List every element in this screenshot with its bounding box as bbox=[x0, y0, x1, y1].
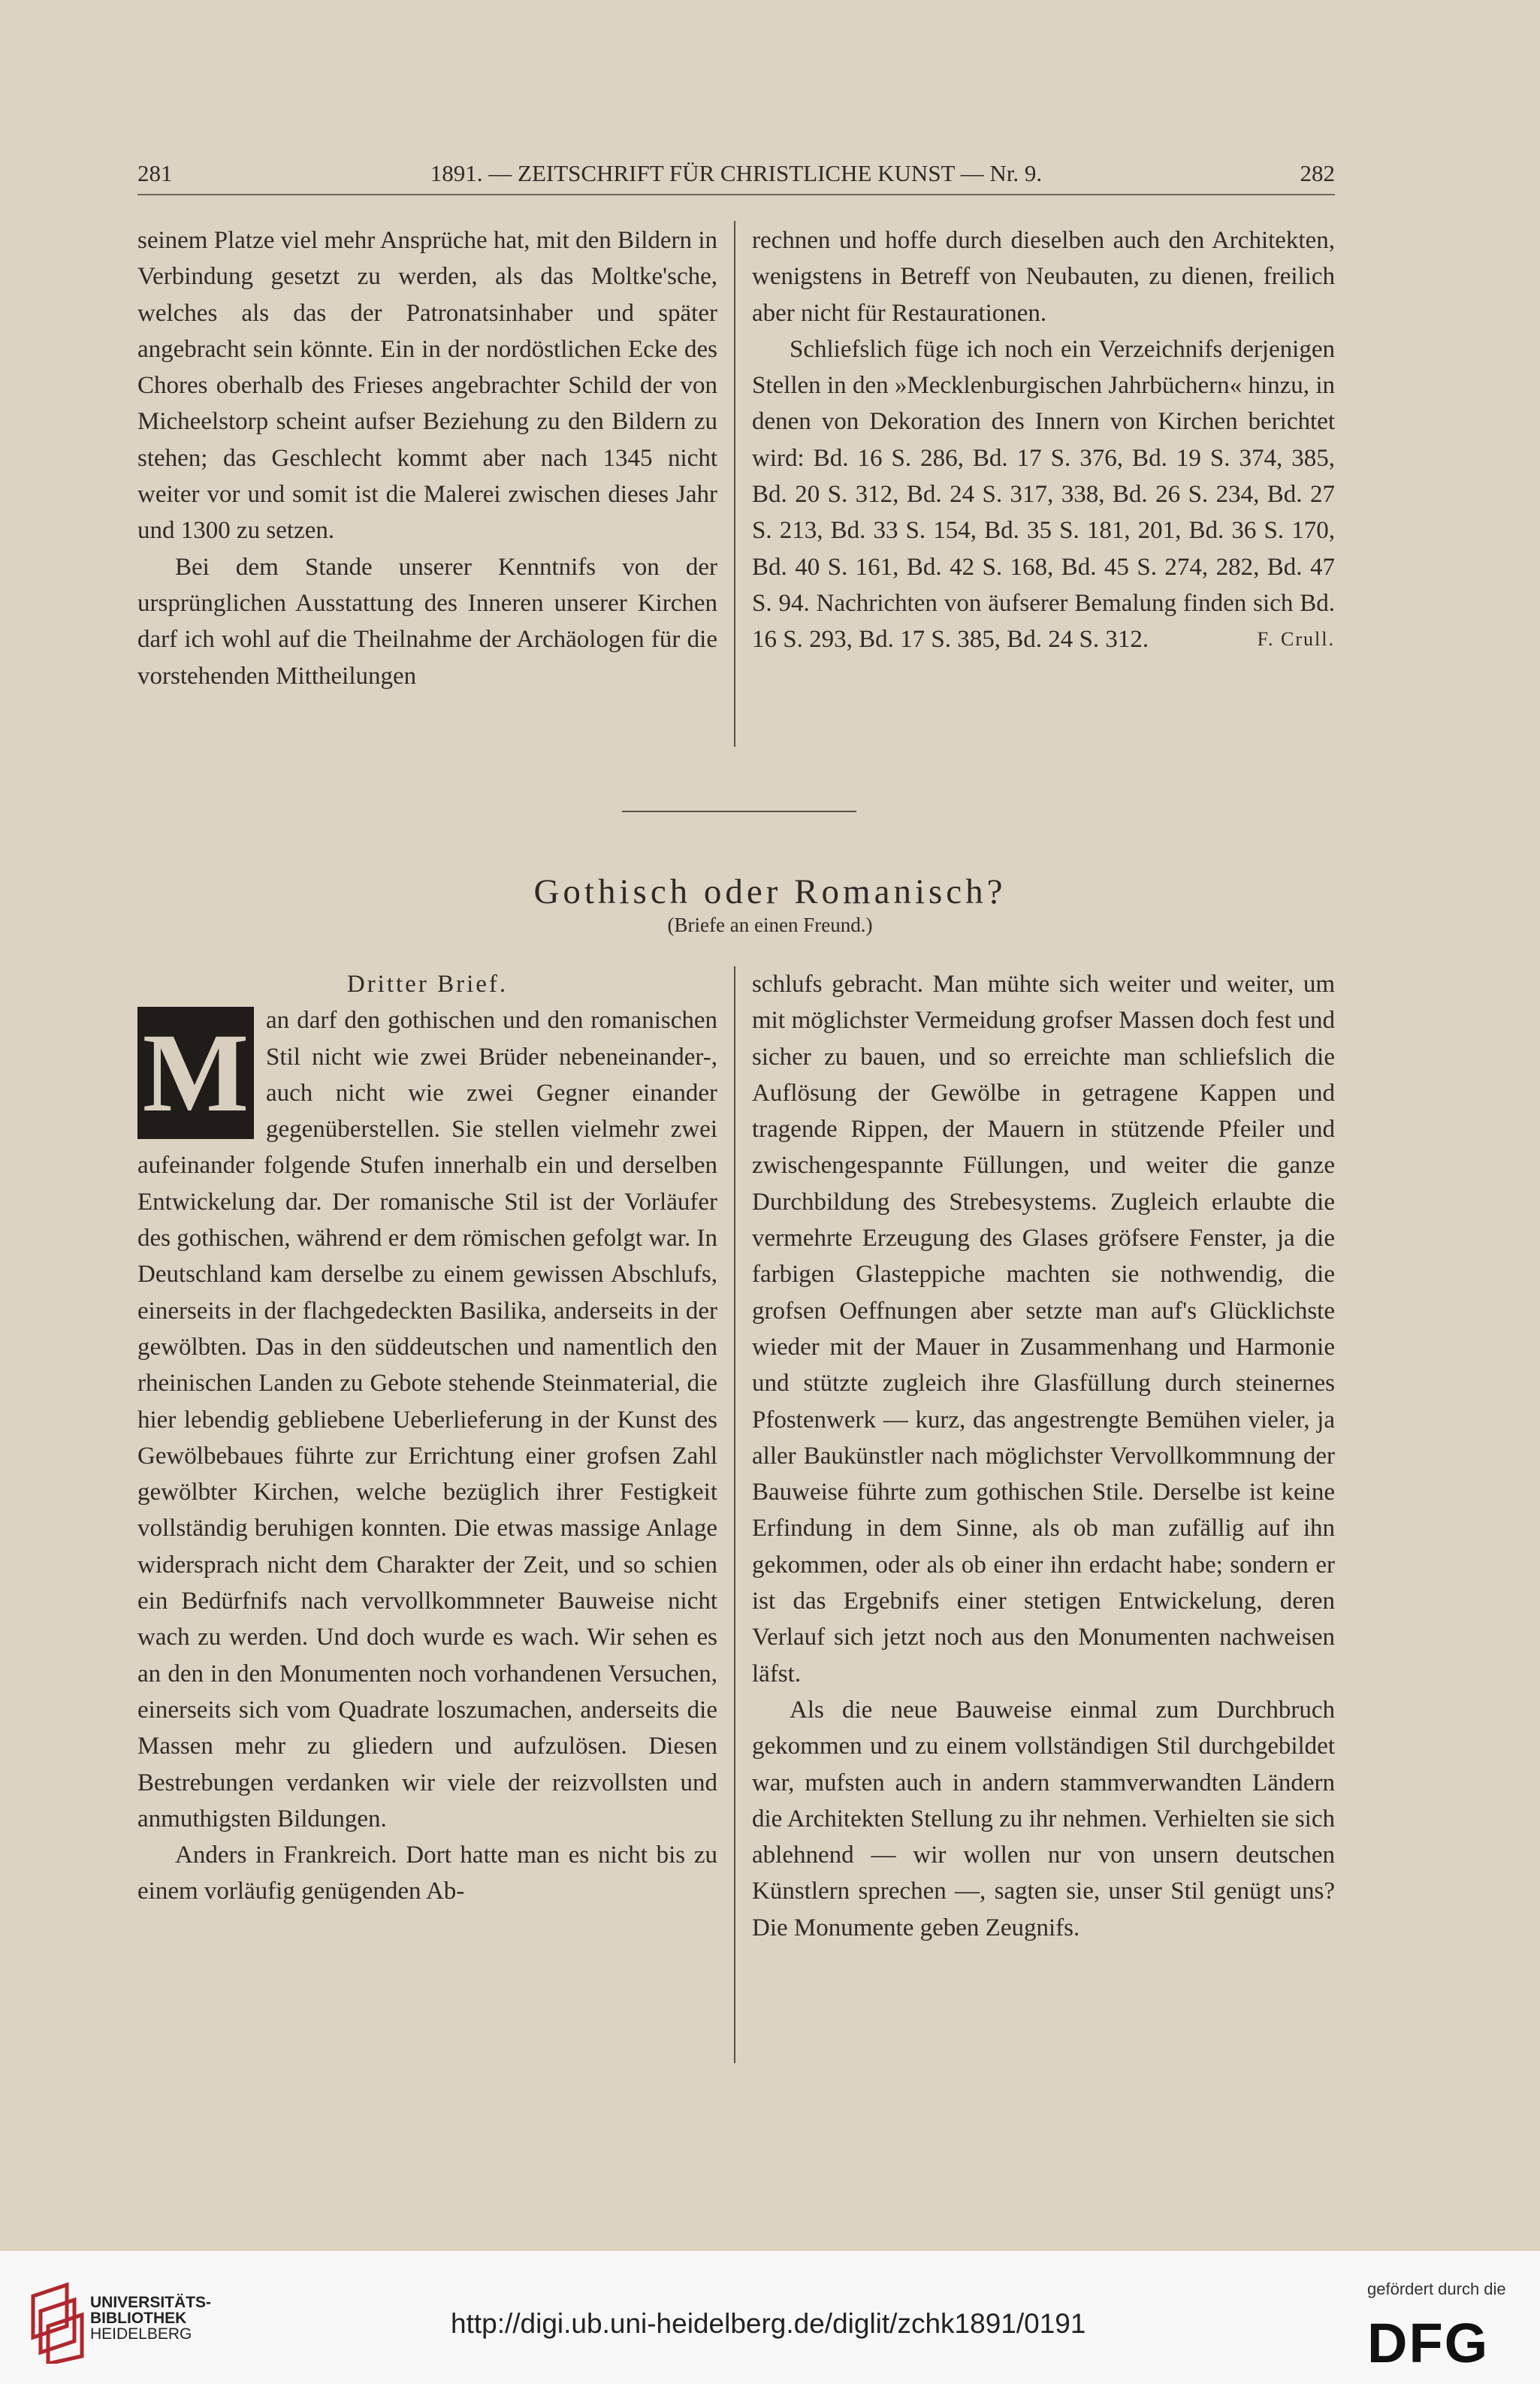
paragraph: an darf den gothischen und den romanischen Stil nicht wie zwei Brüder nebeneinander-, auch nicht wie zwei Gegner einander gegenüberstellen. Sie stellen vielmehr zwei aufeinander folgende Stufen innerhalb ein und derselben Entwickelung dar. Der romanische Stil ist der Vorläufer des gothischen, während er dem römischen gefolgt war. In Deutschland kam derselbe zu einem gewissen Abschlufs, einerseits in der flachgedeckten Basilika, anderseits in der gewölbten. Das in den süddeutschen und namentlich den rheinischen Landen zu Gebote stehende Steinmaterial, die hier lebendig gebliebene Ueberlieferung in der Kunst des Gewölbebaues führte zur Errichtung einer grofsen Zahl gewölbter Kirchen, welche bezüglich ihrer Festigkeit vollständig beruhigen konnten. Die etwas massige Anlage widersprach nicht dem Charakter der Zeit, und so schien ein Bedürfnifs nach vervollkommneter Bauweise nicht wach zu werden. Und doch wurde es wach. Wir sehen es an den in den Monumenten noch vorhandenen Versuchen, einerseits sich vom Quadrate loszumachen, anderseits die Massen mehr zu gliedern und aufzulösen. Diesen Bestrebungen verdanken wir viele der reizvollsten und anmuthigsten Bildungen. bbox=[137, 1007, 717, 1833]
page-number-right: 282 bbox=[1300, 160, 1335, 186]
paragraph: rechnen und hoffe durch dieselben auch den Architekten, wenigstens in Betreff von Neubauten, zu dienen, freilich aber nicht für Restaurationen. bbox=[752, 227, 1335, 327]
section-separator bbox=[622, 811, 856, 812]
decorative-initial-M: M bbox=[137, 1007, 254, 1139]
library-name: UNIVERSITÄTS- BIBLIOTHEK HEIDELBERG bbox=[90, 2294, 212, 2343]
paragraph: Schliefslich füge ich noch ein Verzeichnifs derjenigen Stellen in den »Mecklenburgischen Jahrbüchern« hinzu, in denen von Dekoration des Innern von Kirchen berichtet wird: Bd. 16 S. 286, Bd. 17 S. 376, Bd. 19 S. 374, 385, Bd. 20 S. 312, Bd. 24 S. 317, 338, Bd. 26 S. 234, Bd. 27 S. 213, Bd. 33 S. 154, Bd. 35 S. 181, 201, Bd. 36 S. 170, Bd. 40 S. 161, Bd. 42 S. 168, Bd. 45 S. 274, 282, Bd. 47 S. 94. Nachrichten von äufserer Bemalung finden sich Bd. 16 S. 293, Bd. 17 S. 385, Bd. 24 S. 312. F. Crull. bbox=[752, 331, 1335, 658]
paragraph: schlufs gebracht. Man mühte sich weiter und weiter, um mit möglichster Vermeidung grofser Massen doch fest und sicher zu bauen, und so erreichte man schliefslich die Auflösung der Gewölbe in getragene Kappen und tragende Rippen, der Mauern in stützende Pfeiler und zwischengespannte Füllungen, und weiter die ganze Durchbildung des Strebesystems. Zugleich erlaubte die vermehrte Erzeugung des Glases gröfsere Fenster, ja die farbigen Glasteppiche machten sie nothwendig, die grofsen Oeffnungen aber setzte man auf's Glücklichste wieder mit der Mauer in Zusammenhang und Harmonie und stützte zugleich ihre Glasfüllung durch steinernes Pfostenwerk — kurz, das angestrengte Bemühen vieler, ja aller Baukünstler nach möglichster Vervollkommnung der Bauweise führte zum gothischen Stile. Derselbe ist keine Erfindung in dem Sinne, als ob man zufällig auf ihn gekommen, oder als ob einer ihn erdacht habe; sondern er ist das Ergebnifs einer stetigen Entwickelung, deren Verlauf sich jetzt noch aus den Monumenten nachweisen läfst. bbox=[752, 971, 1335, 1688]
university-library-logo-icon bbox=[26, 2281, 86, 2364]
paragraph: Bei dem Stande unserer Kenntnifs von der ursprünglichen Ausstattung des Inneren unserer Kirchen darf ich wohl auf die Theilnahme der Archäologen für die vorstehenden Mittheilungen bbox=[137, 553, 717, 690]
funding-caption: gefördert durch die bbox=[1367, 2280, 1506, 2298]
upper-right-column bbox=[752, 222, 1335, 658]
running-title: 1891. — ZEITSCHRIFT FÜR CHRISTLICHE KUNST — Nr. 9. bbox=[430, 160, 1043, 186]
dfg-logo: DFG bbox=[1367, 2312, 1490, 2374]
upper-left-column bbox=[137, 222, 717, 694]
article-title: Gothisch oder Romanisch? bbox=[533, 872, 1007, 911]
article-right-column bbox=[752, 966, 1335, 1946]
paragraph: Als die neue Bauweise einmal zum Durchbruch gekommen und zu einem vollständigen Stil durchgebildet war, mufsten auch in andern stammverwandten Ländern die Architekten Stellung zu ihr nehmen. Verhielten sie sich ablehnend — wir wollen nur von unsern deutschen Künstlern sprechen —, sagten sie, unser Stil genügt uns? Die Monumente geben Zeugnifs. bbox=[752, 1696, 1335, 1941]
page-number-left: 281 bbox=[137, 160, 173, 186]
column-divider bbox=[734, 966, 735, 2063]
paragraph: seinem Platze viel mehr Ansprüche hat, mit den Bildern in Verbindung gesetzt zu werden, als das Moltke'sche, welches als das der Patronatsinhaber und später angebracht sein könnte. Ein in der nordöstlichen Ecke des Chores oberhalb des Frieses angebrachter Schild der von Micheelstorp scheint aufser Beziehung zu den Bildern zu stehen; das Geschlecht kommt aber nach 1345 nicht weiter vor und somit ist die Malerei zwischen dieses Jahr und 1300 zu setzen. bbox=[137, 227, 717, 545]
running-header bbox=[137, 153, 1335, 195]
digitization-footer bbox=[0, 2251, 1540, 2384]
source-url-link[interactable]: http://digi.ub.uni-heidelberg.de/diglit/zchk1891/0191 bbox=[451, 2308, 1086, 2339]
article-subtitle: (Briefe an einen Freund.) bbox=[667, 914, 873, 936]
letter-heading: Dritter Brief. bbox=[346, 971, 509, 998]
author-signature: F. Crull. bbox=[1257, 628, 1335, 651]
paragraph: Anders in Frankreich. Dort hatte man es nicht bis zu einem vorläufig genügenden Ab- bbox=[137, 1842, 717, 1905]
article-left-column bbox=[137, 966, 717, 1910]
column-divider bbox=[734, 221, 735, 747]
